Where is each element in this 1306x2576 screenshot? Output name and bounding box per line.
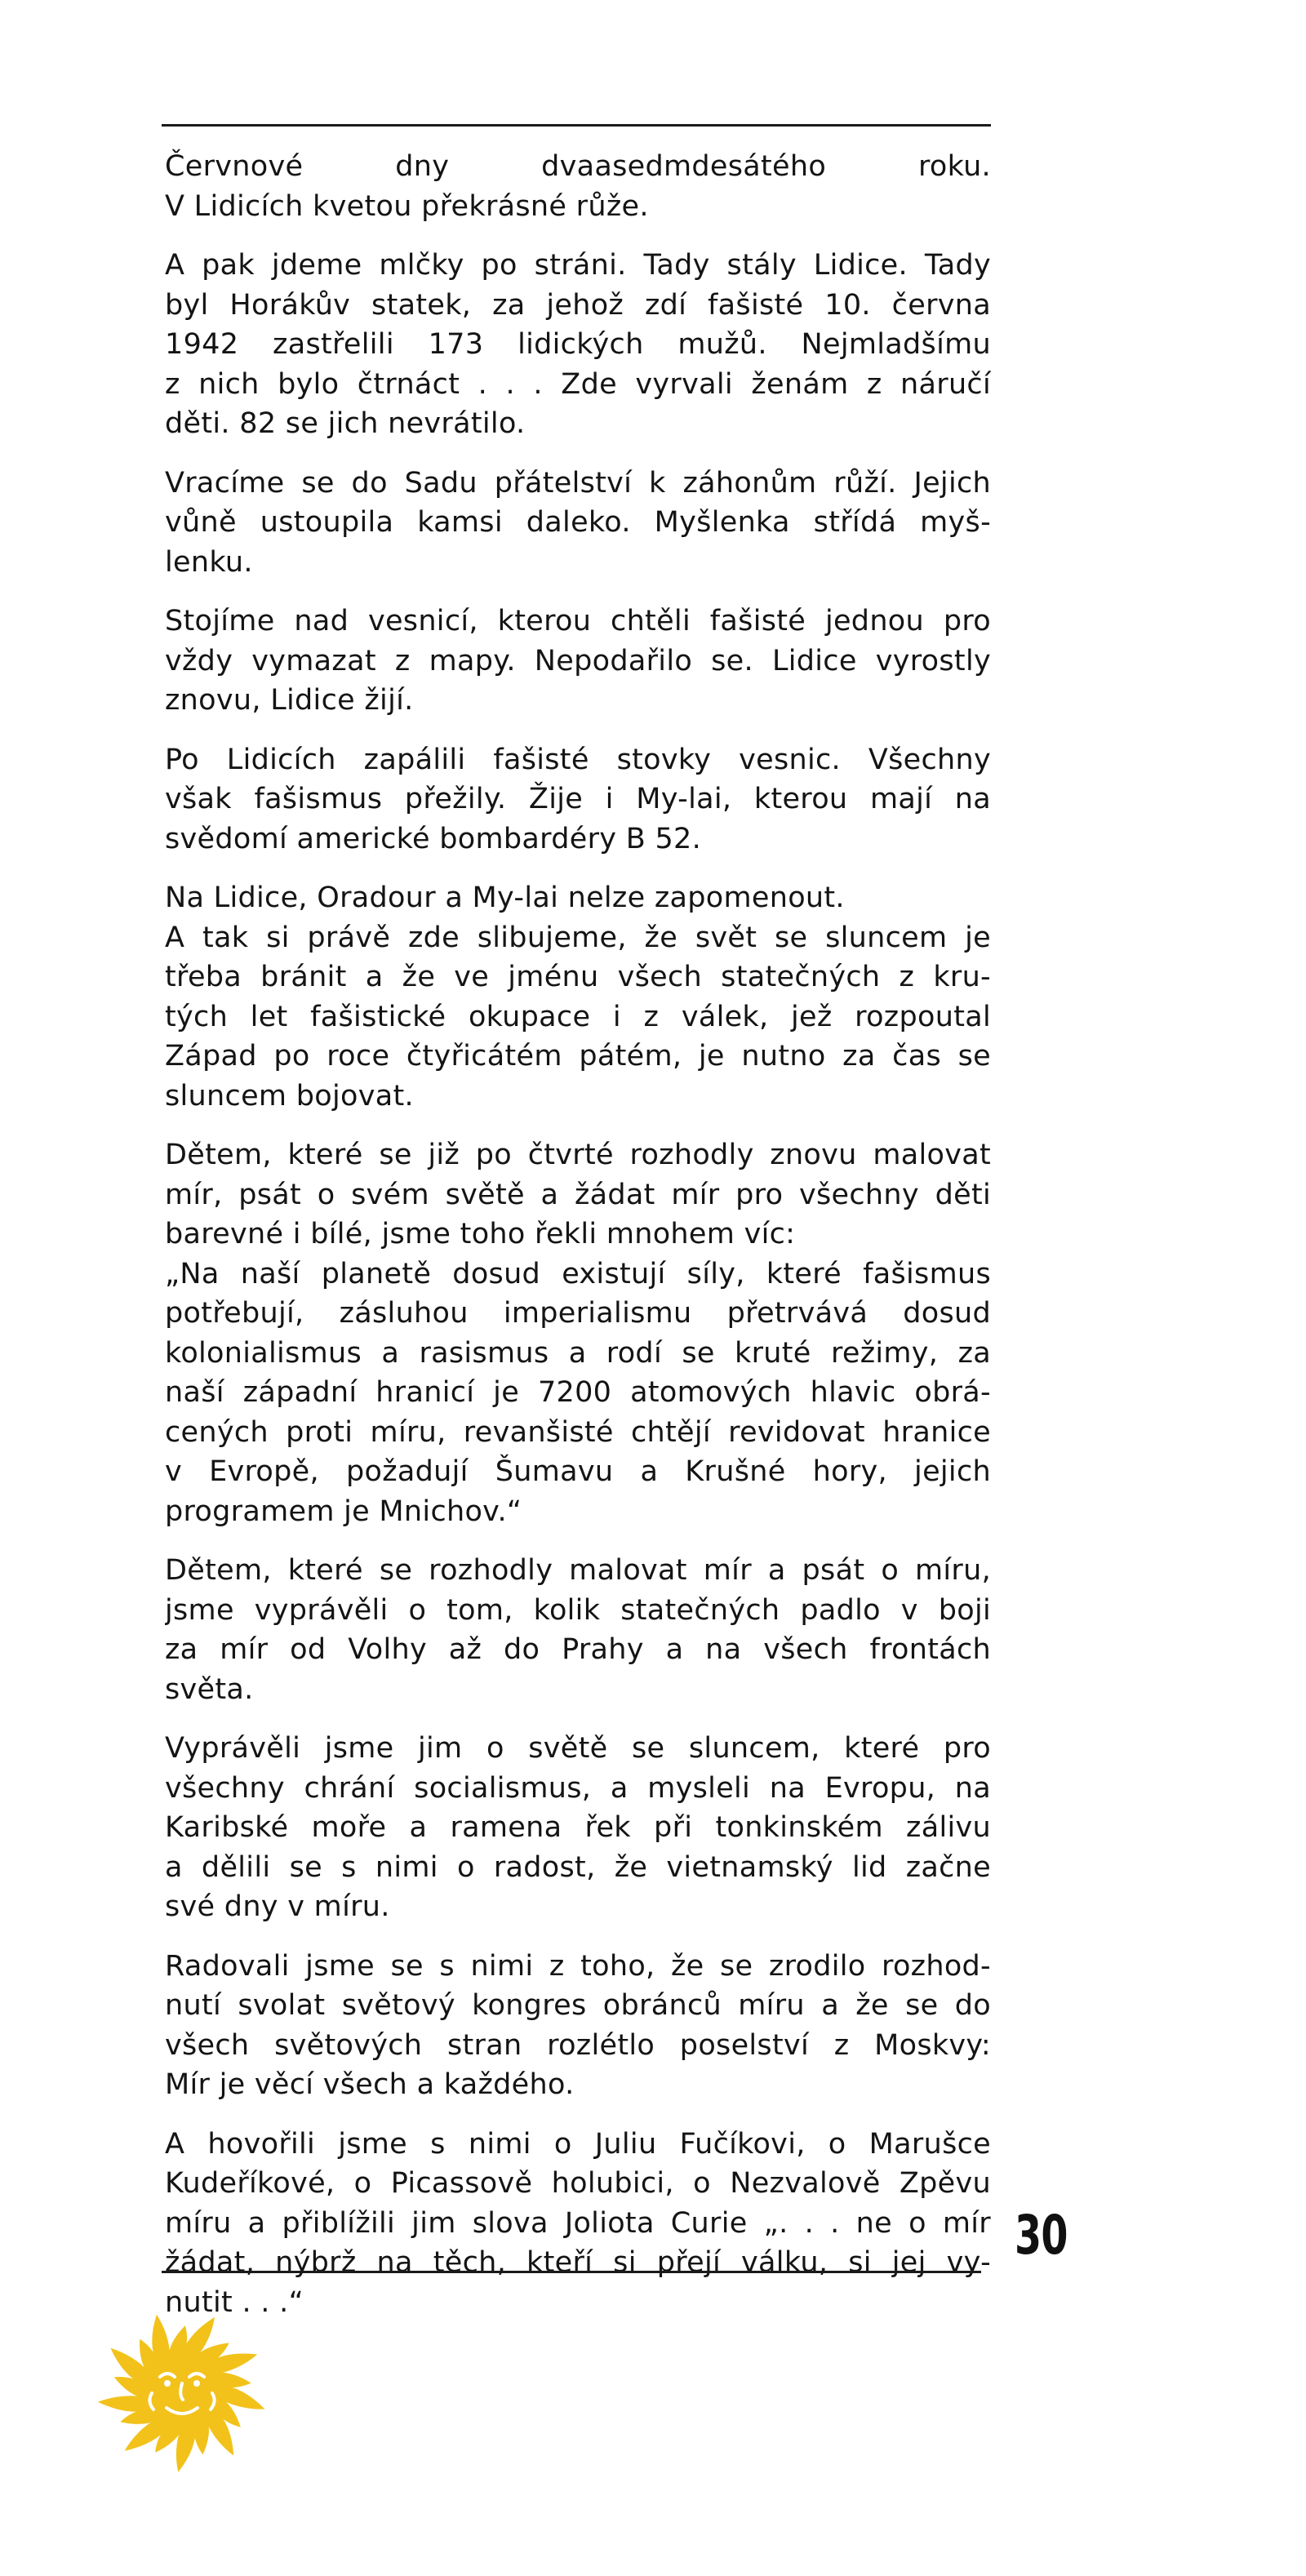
text-line: tých let fašistické okupace i z válek, jež rozpoutal bbox=[165, 1000, 991, 1033]
text-line: své dny v míru. bbox=[165, 1890, 390, 1923]
paragraph bbox=[165, 878, 991, 1116]
text-line: potřebují, zásluhou imperialismu přetrvává dosud bbox=[165, 1297, 991, 1330]
text-line: sluncem bojovat. bbox=[165, 1079, 414, 1113]
paragraph bbox=[165, 2125, 991, 2323]
text-line: mír, psát o svém světě a žádat mír pro všechny děti bbox=[165, 1178, 991, 1211]
text-line: Karibské moře a ramena řek při tonkinském zálivu bbox=[165, 1811, 991, 1844]
text-line: všechny chrání socialismus, a mysleli na Evropu, na bbox=[165, 1771, 991, 1805]
text-line: barevné i bílé, jsme toho řekli mnohem víc: bbox=[165, 1218, 796, 1250]
text-line: vůně ustoupila kamsi daleko. Myšlenka střídá myš- bbox=[165, 506, 991, 539]
text-line: kolonialismus a rasismus a rodí se kruté režimy, za bbox=[165, 1336, 991, 1370]
text-line: znovu, Lidice žijí. bbox=[165, 684, 414, 717]
sun-emblem-icon bbox=[88, 2302, 276, 2481]
top-rule bbox=[162, 124, 991, 127]
paragraph bbox=[165, 464, 991, 583]
text-line: Západ po roce čtyřicátém pátém, je nutno za čas se bbox=[165, 1040, 991, 1073]
paragraph bbox=[165, 740, 991, 859]
text-line: A pak jdeme mlčky po stráni. Tady stály Lidice. Tady bbox=[165, 249, 991, 282]
text-line: nutí svolat světový kongres obránců míru a že se do bbox=[165, 1989, 991, 2022]
text-line: třeba bránit a že ve jménu všech statečných z kru- bbox=[165, 961, 991, 993]
text-line: žádat, nýbrž na těch, kteří si přejí válku, si jej vy- bbox=[165, 2246, 991, 2279]
text-line: vždy vymazat z mapy. Nepodařilo se. Lidice vyrostly bbox=[165, 644, 991, 677]
text-line: a dělili se s nimi o radost, že vietnamský lid začne bbox=[165, 1850, 991, 1884]
paragraph bbox=[165, 1947, 991, 2105]
text-line: světa. bbox=[165, 1672, 254, 1706]
text-line: byl Horákův statek, za jehož zdí fašisté 10. června bbox=[165, 288, 991, 322]
text-line: Na Lidice, Oradour a My-lai nelze zapomenout. bbox=[165, 882, 845, 914]
paragraph bbox=[165, 1729, 991, 1927]
paragraph bbox=[165, 1551, 991, 1709]
text-line: Radovali jsme se s nimi z toho, že se zrodilo rozhod- bbox=[165, 1949, 991, 1983]
text-line: nutit . . .“ bbox=[165, 2285, 304, 2319]
text-line: Dětem, které se rozhodly malovat mír a psát o míru, bbox=[165, 1554, 991, 1587]
text-line: Kudeříkové, o Picassově holubici, o Nezvalově Zpěvu bbox=[165, 2167, 991, 2200]
text-line: „Na naší planetě dosud existují síly, které fašismus bbox=[165, 1257, 991, 1290]
bottom-rule bbox=[162, 2271, 981, 2273]
paragraph bbox=[165, 602, 991, 721]
text-line: lenku. bbox=[165, 545, 253, 579]
text-line: 1942 zastřelili 173 lidických mužů. Nejmladšímu bbox=[165, 328, 991, 361]
text-line: V Lidicích kvetou překrásné růže. bbox=[165, 189, 649, 223]
text-line: za mír od Volhy až do Prahy a na všech frontách bbox=[165, 1633, 991, 1666]
text-line: Po Lidicích zapálili fašisté stovky vesnic. Všechny bbox=[165, 743, 991, 776]
text-line: cených proti míru, revanšisté chtějí revidovat hranice bbox=[165, 1415, 991, 1449]
page-number: 30 bbox=[1015, 2204, 1068, 2267]
text-line: všech světových stran rozlétlo poselství z Moskvy: bbox=[165, 2028, 991, 2062]
text-line: Stojíme nad vesnicí, kterou chtěli fašisté jednou pro bbox=[165, 605, 991, 637]
text-line: programem je Mnichov.“ bbox=[165, 1495, 522, 1528]
text-line: A tak si právě zde slibujeme, že svět se sluncem je bbox=[165, 921, 991, 954]
text-line: Vyprávěli jsme jim o světě se sluncem, které pro bbox=[165, 1732, 991, 1765]
text-line: svědomí americké bombardéry B 52. bbox=[165, 822, 702, 855]
text-line: v Evropě, požadují Šumavu a Krušné hory, jejich bbox=[165, 1455, 991, 1488]
text-line: Mír je věcí všech a každého. bbox=[165, 2068, 575, 2101]
paragraph bbox=[165, 147, 991, 226]
text-line: Červnové dny dvaasedmdesátého roku. bbox=[165, 150, 991, 183]
text-line: míru a přiblížili jim slova Joliota Curie „. . . ne o mír bbox=[165, 2206, 991, 2240]
text-column bbox=[165, 147, 991, 2342]
text-line: naší západní hranicí je 7200 atomových hlavic obrá- bbox=[165, 1376, 991, 1409]
text-line: z nich bylo čtrnáct . . . Zde vyrvali ženám z náručí bbox=[165, 367, 991, 401]
paragraph bbox=[165, 1135, 991, 1531]
text-line: Dětem, které se již po čtvrté rozhodly znovu malovat bbox=[165, 1139, 991, 1171]
text-line: děti. 82 se jich nevrátilo. bbox=[165, 407, 526, 440]
text-line: A hovořili jsme s nimi o Juliu Fučíkovi, o Marušce bbox=[165, 2127, 991, 2161]
text-line: však fašismus přežily. Žije i My-lai, kterou mají na bbox=[165, 783, 991, 815]
paragraph bbox=[165, 246, 991, 444]
text-line: jsme vyprávěli o tom, kolik statečných padlo v boji bbox=[165, 1593, 991, 1627]
text-line: Vracíme se do Sadu přátelství k záhonům růží. Jejich bbox=[165, 466, 991, 500]
